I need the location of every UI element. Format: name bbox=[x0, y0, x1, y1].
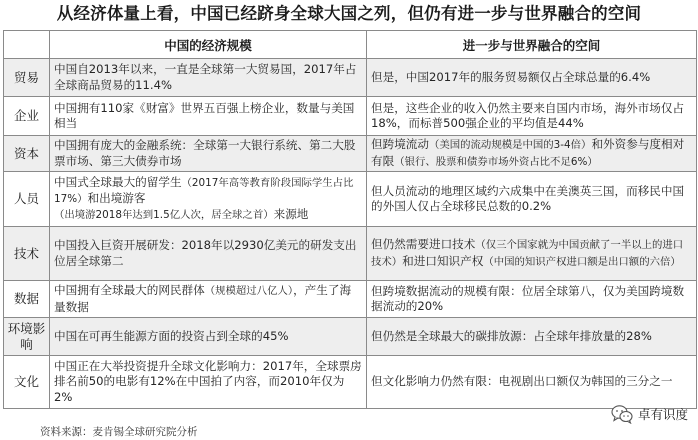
scale-end-text: ，产生了海量数据 bbox=[54, 283, 352, 314]
row-space-text: 但仍然是全球最大的碳排放源：占全球年排放量的28% bbox=[367, 318, 697, 356]
header-economic-scale: 中国的经济规模 bbox=[50, 31, 367, 59]
table-header-row bbox=[4, 31, 697, 59]
space-mid-text: 和进口知识产权 bbox=[402, 253, 484, 268]
row-space-text: 但人员流动的地理区域约六成集中在美澳英三国，而移民中国的外国人仅占全球移民总数的0.2% bbox=[367, 172, 697, 227]
table-row bbox=[4, 356, 697, 409]
scale-note: （规模超过八亿人） bbox=[204, 285, 294, 298]
header-category-cell bbox=[4, 31, 50, 59]
row-space-text: 但文化影响力仍然有限：电视剧出口额仅为韩国的三分之一 bbox=[367, 356, 697, 409]
table-row bbox=[4, 97, 697, 136]
comparison-table bbox=[3, 30, 697, 409]
row-space-text: 但是，中国2017年的服务贸易额仅占全球总量的6.4% bbox=[367, 59, 697, 97]
source-note: 资料来源：麦肯锡全球研究院分析 bbox=[40, 426, 198, 438]
scale-main-text: 中国式全球最大的留学生 bbox=[54, 174, 182, 189]
row-category: 贸易 bbox=[4, 59, 50, 97]
row-scale-text: 中国拥有庞大的金融系统：全球第一大银行系统、第二大股票市场、第三大债券市场 bbox=[50, 136, 367, 172]
scale-end-text: 来源地 bbox=[273, 207, 309, 222]
row-scale-text: 中国自2013年以来，一直是全球第一大贸易国，2017年占全球商品贸易的11.4% bbox=[50, 59, 367, 97]
scale-main-text: 中国拥有全球最大的网民群体 bbox=[54, 283, 205, 298]
space-note: （银行、股票和债券市场外资占比不足6%） bbox=[394, 155, 598, 168]
watermark bbox=[611, 404, 688, 424]
row-category: 文化 bbox=[4, 356, 50, 409]
row-scale-text: 中国投入巨资开展研发：2018年以2930亿美元的研发支出位居全球第二 bbox=[50, 227, 367, 281]
page-title: 从经济体量上看，中国已经跻身全球大国之列，但仍有进一步与世界融合的空间 bbox=[56, 4, 642, 23]
space-note: （美国的流动规模是中国的3-4倍） bbox=[428, 139, 592, 152]
row-scale-text bbox=[50, 281, 367, 318]
header-integration-space: 进一步与世界融合的空间 bbox=[367, 31, 697, 59]
table-row bbox=[4, 281, 697, 318]
row-category: 数据 bbox=[4, 281, 50, 318]
scale-mid-text: 和出境游客 bbox=[87, 190, 146, 205]
row-scale-text: 中国正在大举投资提升全球文化影响力：2017年，全球票房排名前50的电影有12%在中国拍了内容，而2010年仅为2% bbox=[50, 356, 367, 409]
row-space-text: 但跨境数据流动的规模有限：位居全球第八，仅为美国跨境数据流动的20% bbox=[367, 281, 697, 318]
row-scale-text: 中国在可再生能源方面的投资占到全球的45% bbox=[50, 318, 367, 356]
row-category: 资本 bbox=[4, 136, 50, 172]
row-space-text bbox=[367, 136, 697, 172]
row-category: 企业 bbox=[4, 97, 50, 136]
row-category: 技术 bbox=[4, 227, 50, 281]
table-row bbox=[4, 227, 697, 281]
space-mid-text: 和外资参与度相对有限 bbox=[371, 137, 685, 168]
space-main-text: 但跨境流动 bbox=[371, 137, 429, 152]
row-scale-text: 中国拥有110家《财富》世界五百强上榜企业，数量与美国相当 bbox=[50, 97, 367, 136]
row-space-text: 但是，这些企业的收入仍然主要来自国内市场，海外市场仅占18%，而标普500强企业的平均值是44% bbox=[367, 97, 697, 136]
watermark-text: 卓有识度 bbox=[637, 407, 688, 422]
wechat-icon bbox=[611, 404, 633, 424]
table-row bbox=[4, 59, 697, 97]
table-row bbox=[4, 136, 697, 172]
space-note: （中国的知识产权进口额是出口额的六倍） bbox=[483, 255, 681, 268]
table-row bbox=[4, 172, 697, 227]
table-row bbox=[4, 318, 697, 356]
scale-note: （出境游2018年达到1.5亿人次，居全球之首） bbox=[54, 209, 274, 222]
row-scale-text bbox=[50, 172, 367, 227]
scale-note: （2017年高等教育阶段国际学生占比17%） bbox=[54, 176, 354, 205]
space-main-text: 但仍然需要进口技术 bbox=[371, 237, 476, 252]
row-category: 环境影响 bbox=[4, 318, 50, 356]
row-category: 人员 bbox=[4, 172, 50, 227]
row-space-text bbox=[367, 227, 697, 281]
space-note: （仅三个国家就为中国贡献了一半以上的进口技术） bbox=[371, 239, 684, 268]
